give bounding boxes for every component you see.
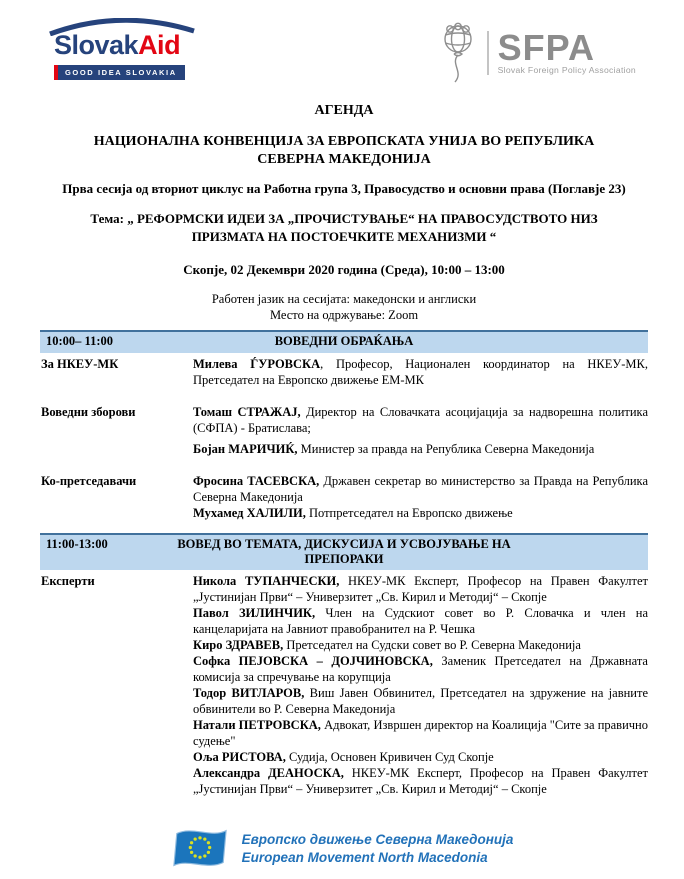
speaker-entry	[193, 473, 648, 505]
row-label: За НКЕУ-МК	[41, 356, 119, 371]
venue: Место на одржување: Zoom	[269, 308, 419, 323]
row-content	[193, 573, 648, 797]
speaker-name: Софка ПЕЈОВСКА – ДОЈЧИНОВСКА,	[193, 654, 433, 669]
footer-org-name-en: European Movement North Macedonia	[241, 850, 488, 865]
speaker-description: Заменик Претседател на Државната комисија за спречување на корупција	[193, 654, 648, 685]
row-label: Воведни зборови	[41, 404, 136, 419]
speaker-entry	[193, 685, 648, 717]
slovakaid-wordmark-slovak: Slovak	[54, 30, 139, 60]
slovakaid-wordmark	[54, 32, 204, 59]
slovakaid-wordmark-aid: Aid	[138, 30, 181, 60]
speaker-description: Член на Судскиот совет во Р. Словачка и член на канцеларијата на Јавниот правобранител на Р. Чешка	[193, 606, 649, 637]
speaker-description: Адвокат, Извршен директор на Коалиција "Сите за правично судење"	[193, 718, 648, 749]
speaker-entry	[193, 749, 648, 765]
eu-flag-icon	[171, 826, 229, 872]
sfpa-logo	[436, 22, 636, 84]
speaker-entry	[193, 717, 648, 749]
speaker-entry	[193, 637, 648, 653]
speaker-name: Оља РИСТОВА,	[193, 750, 286, 765]
speaker-description: , Професор, Национален координатор на НКЕУ-МК, Претседател на Европско движење ЕМ-МК	[193, 356, 648, 387]
speaker-description: Државен секретар во министерство за Правда на Република Северна Македонија	[193, 473, 648, 504]
speaker-description: Директор на Словачката асоцијација за надворешна политика (СФПА) - Братислава;	[193, 404, 648, 435]
speaker-name: Павол ЗИЛИНЧИК,	[193, 606, 316, 621]
table-row	[40, 404, 648, 457]
speaker-name: Фросина ТАСЕВСКА,	[193, 473, 320, 488]
speaker-description: Потпретседател на Европско движење	[305, 505, 513, 520]
slovakaid-tagline: GOOD IDEA SLOVAKIA	[54, 65, 185, 80]
speaker-name: Натали ПЕТРОВСКА,	[193, 718, 321, 733]
speaker-name: Томаш СТРАЖАЈ,	[193, 404, 301, 419]
speaker-entry	[193, 505, 648, 521]
footer-org-name-mk: Европско движење Северна Македонија	[241, 832, 514, 848]
sfpa-divider	[487, 31, 489, 75]
row-label: Експерти	[41, 574, 95, 589]
session1-title: ВОВЕДНИ ОБРАЌАЊА	[274, 334, 414, 349]
speaker-description: НКЕУ-МК Експерт, Професор на Правен Факултет „Јустинијан Први“ – Универзитет „Св. Кирил и Методиј“ – Скопје	[193, 766, 648, 797]
theme-title: Тема: „ РЕФОРМСКИ ИДЕИ ЗА „ПРОЧИСТУВАЊЕ“ НА ПРАВОСУДСТВОТО НИЗ ПРИЗМАТА НА ПОСТОЕЧКИТЕ МЕХАНИЗМИ “	[90, 211, 598, 244]
speaker-entry	[193, 573, 648, 605]
speaker-description: Претседател на Судски совет во Р. Северна Македонија	[283, 638, 581, 653]
speaker-entry	[193, 441, 648, 457]
speaker-name: Бојан МАРИЧИЌ,	[193, 441, 298, 456]
sfpa-tree-icon	[436, 22, 480, 84]
speaker-name: Тодор ВИТЛАРОВ,	[193, 686, 305, 701]
header-logos	[40, 18, 648, 90]
row-content	[193, 356, 648, 388]
session2-header-row	[40, 533, 648, 571]
table-row	[40, 573, 648, 797]
speaker-name: Милева ЃУРОВСКА	[193, 356, 321, 371]
speaker-description: НКЕУ-МК Експерт, Професор на Правен Факултет „Јустинијан Први“ – Универзитет „Св. Кирил и Методиј“ – Скопје	[193, 574, 648, 605]
event-date: Скопје, 02 Декември 2020 година (Среда), 10:00 – 13:00	[183, 262, 505, 278]
working-language: Работен јазик на сесијата: македонски и англиски	[211, 292, 477, 307]
speaker-name: Александра ДЕАНОСКА,	[193, 766, 344, 781]
session1-time: 10:00– 11:00	[46, 334, 114, 349]
speaker-entry	[193, 356, 648, 388]
sfpa-subtitle: Slovak Foreign Policy Association	[497, 65, 636, 76]
speaker-name: Мухамед ХАЛИЛИ,	[193, 505, 306, 520]
speaker-name: Никола ТУПАНЧЕСКИ,	[193, 574, 340, 589]
sfpa-acronym: SFPA	[497, 26, 595, 68]
footer-org-names	[242, 831, 514, 866]
speaker-description: Судија, Основен Кривичен Суд Скопје	[285, 750, 494, 765]
speaker-entry	[193, 605, 648, 637]
table-row	[40, 356, 648, 388]
row-label: Ко-претседавачи	[41, 473, 137, 488]
slovakaid-logo	[44, 18, 204, 80]
speaker-description: Министер за правда на Република Северна Македонија	[297, 441, 595, 456]
speaker-entry	[193, 653, 648, 685]
page-title-main: НАЦИОНАЛНА КОНВЕНЦИЈА ЗА ЕВРОПСКАТА УНИЈА ВО РЕПУБЛИКА СЕВЕРНА МАКЕДОНИЈА	[93, 134, 595, 168]
row-content	[193, 473, 648, 521]
speaker-name: Киро ЗДРАВЕВ,	[193, 638, 284, 653]
speaker-entry	[193, 765, 648, 797]
table-row	[40, 473, 648, 521]
session2-time: 11:00-13:00	[46, 536, 108, 551]
speaker-entry	[193, 404, 648, 436]
session2-title: ВОВЕД ВО ТЕМАТА, ДИСКУСИЈА И УСВОЈУВАЊЕ НА ПРЕПОРАКИ	[177, 536, 511, 566]
footer-logo	[0, 826, 684, 872]
session1-header-row	[40, 330, 648, 352]
page-title-agenda: АГЕНДА	[314, 103, 374, 118]
session-subtitle: Прва сесија од вториот циклус на Работна група 3, Правосудство и основни права (Поглавје 23)	[62, 181, 626, 197]
sfpa-text-block	[497, 26, 636, 76]
row-content	[193, 404, 648, 457]
speaker-description: Виш Јавен Обвинител, Претседател на здружение на јавните обвинители во Р. Северна Македонија	[193, 686, 648, 717]
